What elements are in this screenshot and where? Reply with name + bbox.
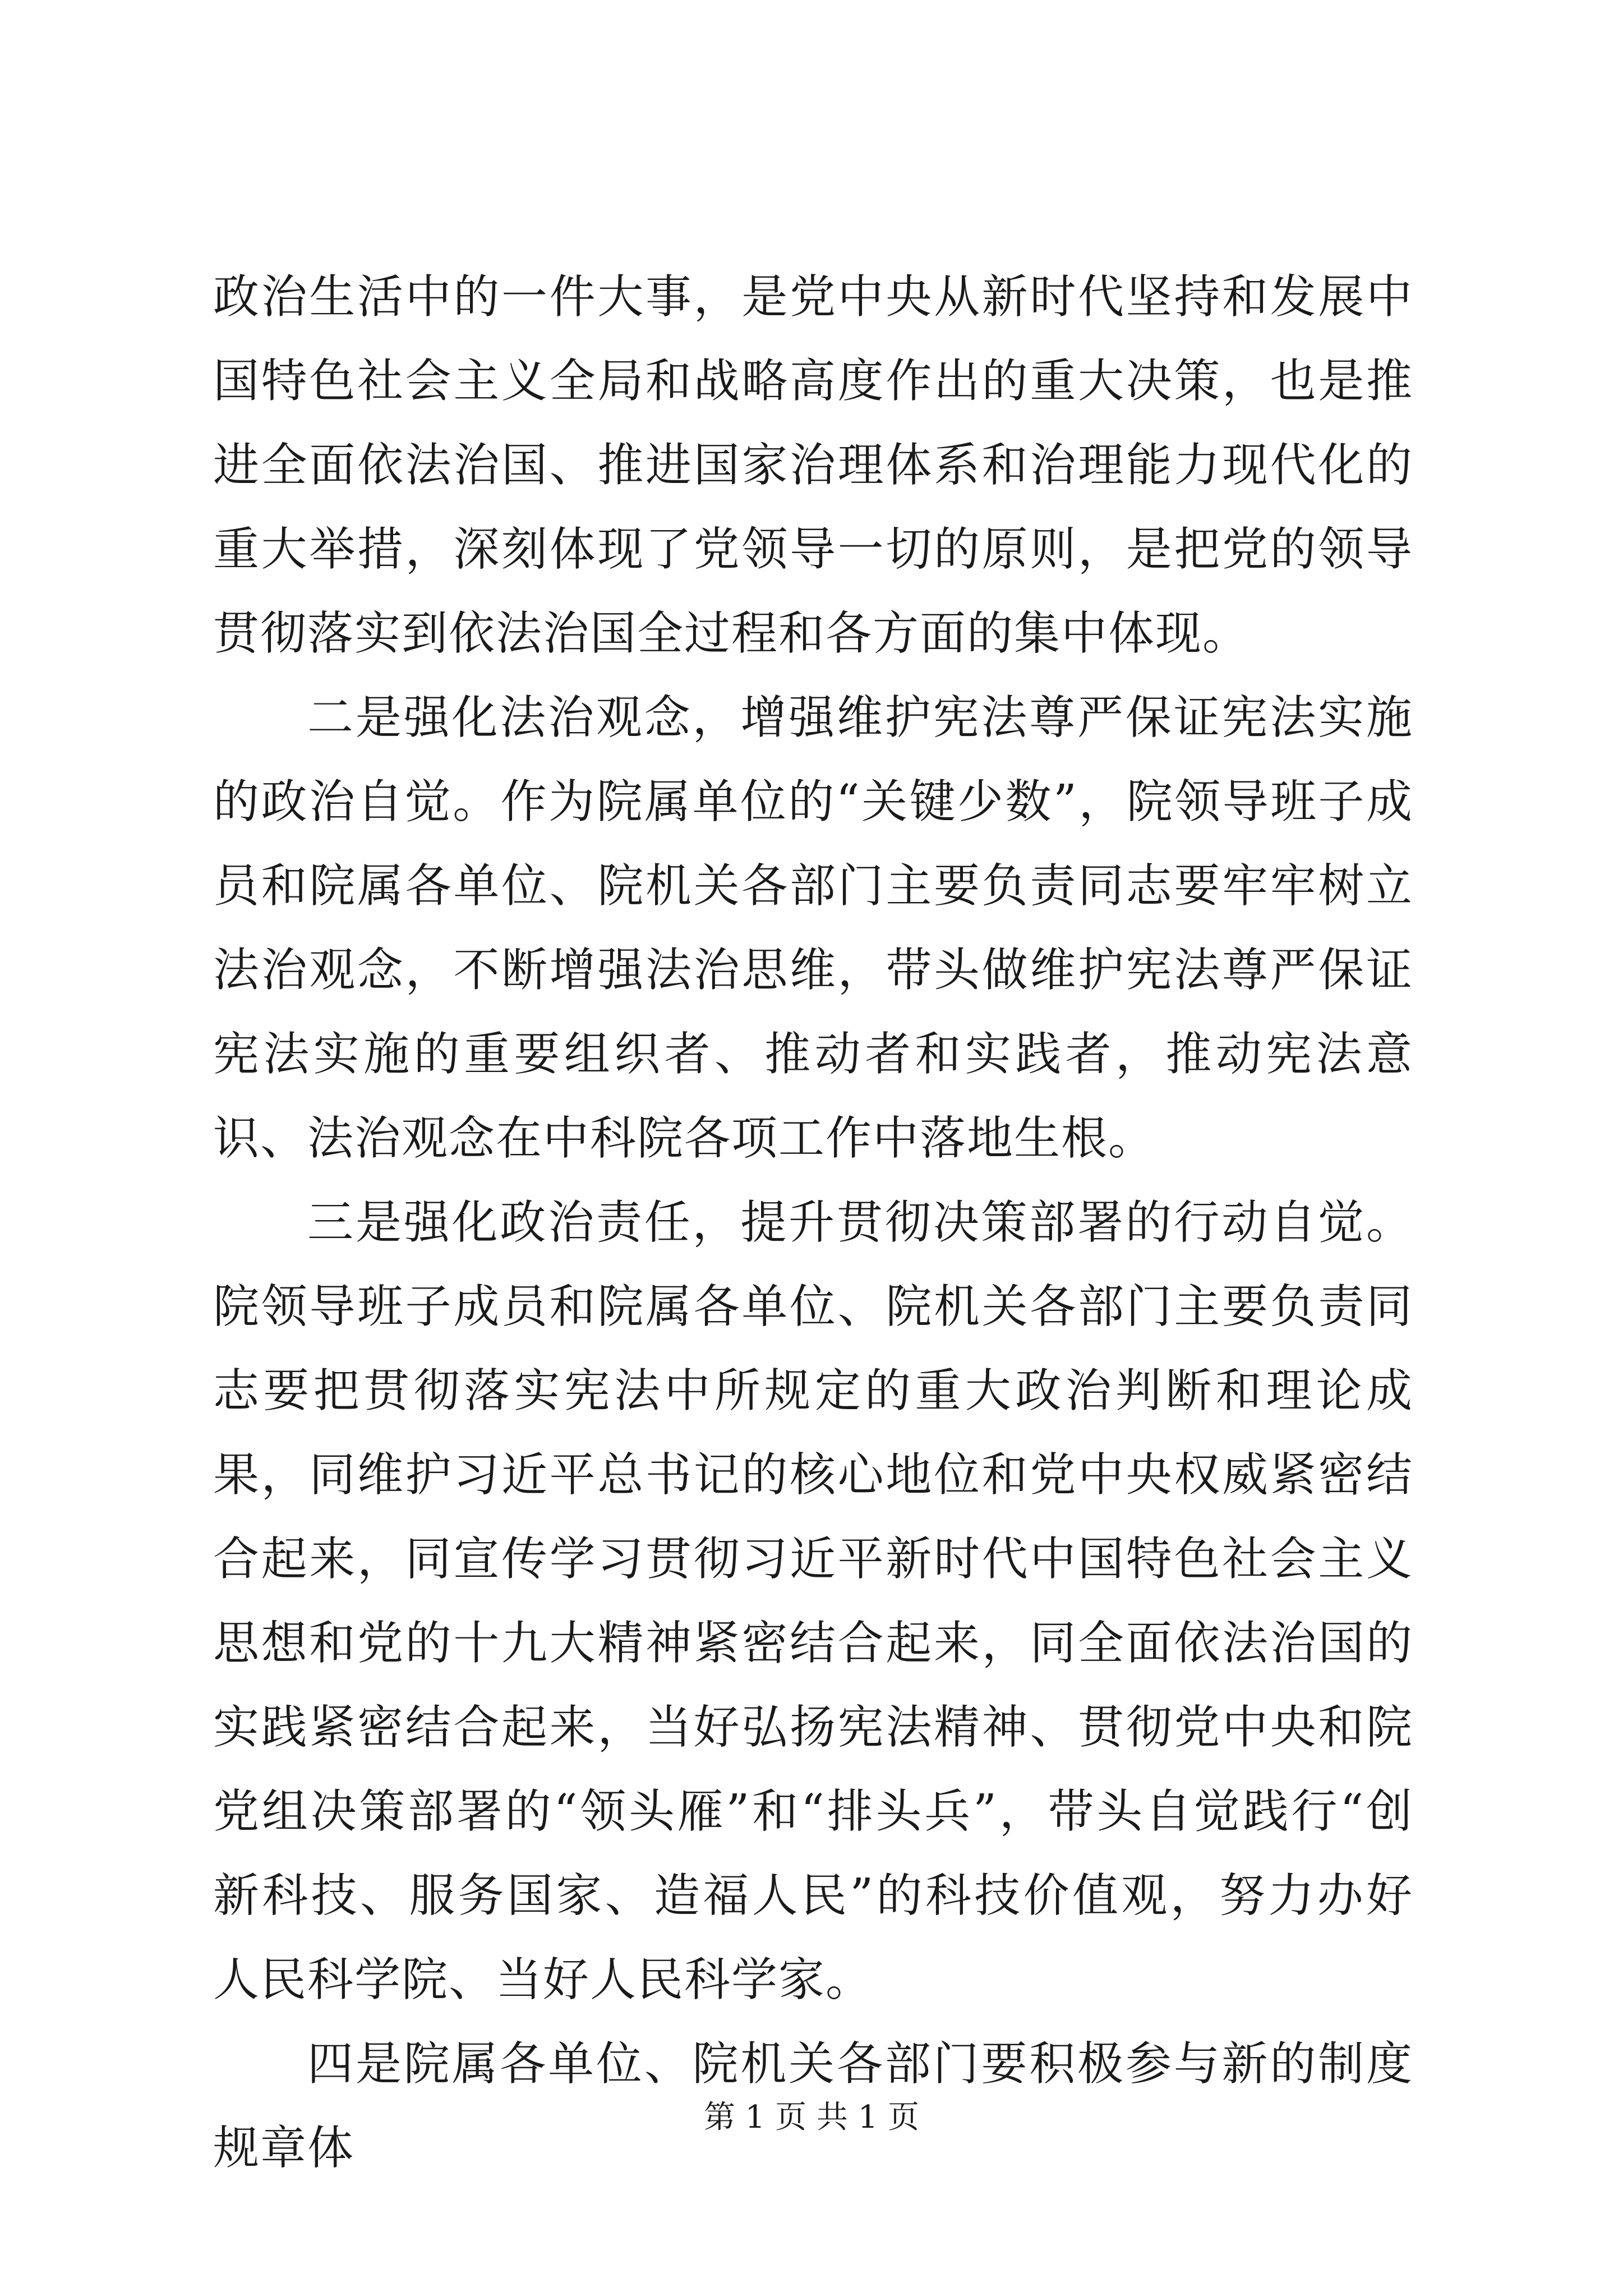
paragraph-3: 三是强化政治责任，提升贯彻决策部署的行动自觉。院领导班子成员和院属各单位、院机关各部门主要负责同志要把贯彻落实宪法中所规定的重大政治判断和理论成果，同维护习近平总书记的核心地位和党中央权威紧密结合起来，同宣传学习贯彻习近平新时代中国特色社会主义思想和党的十九大精神紧密结合起来，同全面依法治国的实践紧密结合起来，当好弘扬宪法精神、贯彻党中央和院党组决策部署的“领头雁”和“排头兵”，带头自觉践行“创新科技、服务国家、造福人民”的科技价值观，努力办好人民科学院、当好人民科学家。 [213,1196,1413,2007]
paragraph-2: 二是强化法治观念，增强维护宪法尊严保证宪法实施的政治自觉。作为院属单位的“关键少数”，院领导班子成员和院属各单位、院机关各部门主要负责同志要牢牢树立法治观念，不断增强法治思维，带头做维护宪法尊严保证宪法实施的重要组织者、推动者和实践者，推动宪法意识、法治观念在中科院各项工作中落地生根。 [213,691,1413,1165]
page-footer [0,2098,1623,2137]
document-body [213,255,1413,2191]
page-number-label: 第 1 页 共 1 页 [703,2099,920,2136]
paragraph-4: 四是院属各单位、院机关各部门要积极参与新的制度规章体 [213,2037,1413,2175]
paragraph-1: 政治生活中的一件大事，是党中央从新时代坚持和发展中国特色社会主义全局和战略高度作出的重大决策，也是推进全面依法治国、推进国家治理体系和治理能力现代化的重大举措，深刻体现了党领导一切的原则，是把党的领导贯彻落实到依法治国全过程和各方面的集中体现。 [213,270,1413,660]
